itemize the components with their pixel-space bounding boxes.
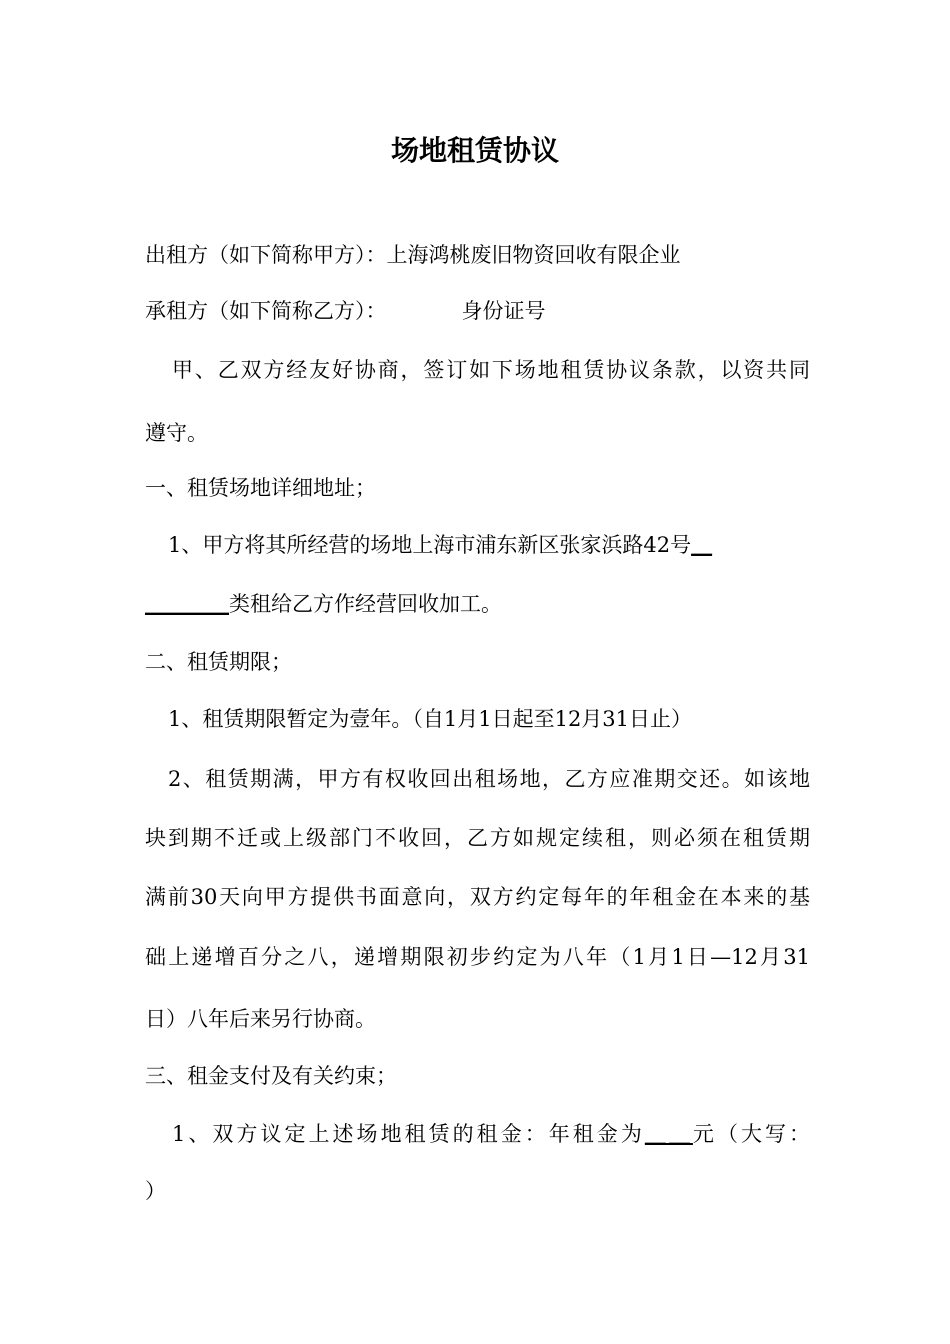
section-3-item-1-line-2: ）	[145, 1179, 166, 1203]
rent-amount-suffix: 元（大写：	[692, 1122, 811, 1146]
party-b-label: 承租方（如下简称乙方）：	[145, 299, 387, 323]
party-b-id-label: 身份证号	[461, 299, 546, 323]
section-1-heading: 一、租赁场地详细地址；	[145, 476, 376, 500]
section-3-item-1-line-1	[172, 1119, 810, 1149]
section-3-heading: 三、租金支付及有关约束；	[145, 1064, 397, 1088]
section-2-item-2-line-5: 日）八年后来另行协商。	[145, 1007, 376, 1031]
section-2-item-2-line-4: 础上递增百分之八，递增期限初步约定为八年（1月1日—12月31	[145, 945, 810, 969]
address-blank-1: ＿	[691, 533, 713, 557]
section-1-item-1-line-2	[145, 589, 810, 619]
intro-line-2: 遵守。	[145, 421, 208, 445]
rent-amount-prefix: 1、双方议定上述场地租赁的租金：年租金为	[172, 1122, 645, 1146]
party-a-label: 出租方（如下简称甲方）：	[145, 243, 387, 267]
section-1-item-1-line-1	[168, 530, 810, 560]
party-a-value: 上海鸿桃废旧物资回收有限企业	[386, 243, 681, 267]
section-2-item-2-line-3: 满前30天向甲方提供书面意向，双方约定每年的年租金在本来的基	[145, 885, 810, 909]
section-2-item-1: 1、租赁期限暂定为壹年。（自1月1日起至12月31日止）	[168, 707, 693, 731]
section-2-heading: 二、租赁期限；	[145, 650, 292, 674]
party-a-line	[145, 240, 810, 270]
section-1-item-1-text: 1、甲方将其所经营的场地上海市浦东新区张家浜路42号	[168, 533, 692, 557]
rent-amount-blank: ＿＿	[644, 1122, 693, 1146]
section-2-item-2-line-2: 块到期不迁或上级部门不收回，乙方如规定续租，则必须在租赁期	[145, 826, 810, 850]
document-title: 场地租赁协议	[390, 134, 559, 167]
section-2-item-2-line-1: 2、租赁期满，甲方有权收回出租场地，乙方应准期交还。如该地	[168, 767, 810, 791]
intro-line-1: 甲、乙双方经友好协商，签订如下场地租赁协议条款，以资共同	[172, 358, 810, 382]
party-b-line	[145, 296, 810, 326]
section-1-item-1-text-2: 类租给乙方作经营回收加工。	[229, 592, 502, 616]
address-blank-2: ＿＿＿＿	[145, 592, 229, 616]
